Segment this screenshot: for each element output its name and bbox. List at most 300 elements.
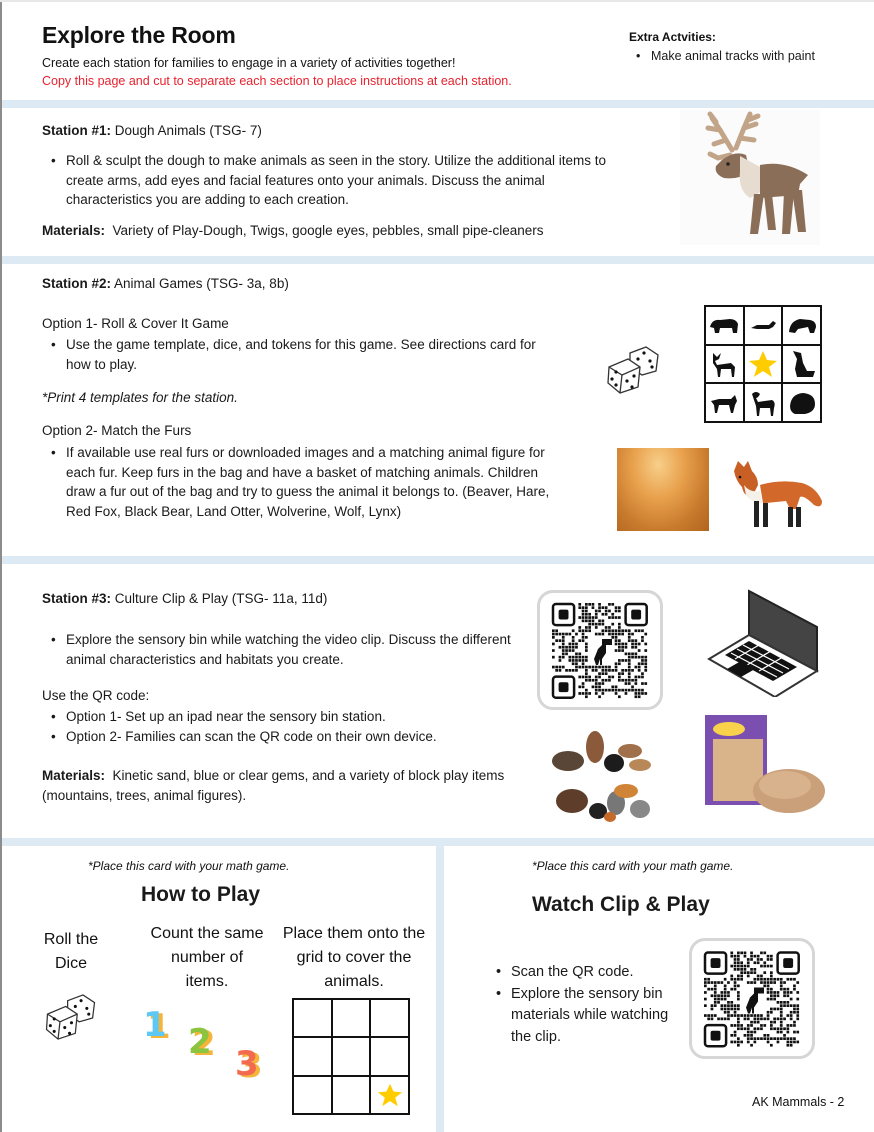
watch-step: • Explore the sensory bin materials while watching the clip.	[487, 984, 687, 1049]
qr-module	[754, 978, 757, 981]
qr-module	[592, 669, 595, 672]
qr-module	[628, 653, 631, 656]
qr-module	[714, 1004, 717, 1007]
qr-module	[747, 961, 750, 964]
qr-module	[770, 958, 773, 961]
extra-activity-item: • Make animal tracks with paint	[635, 47, 815, 67]
qr-module	[730, 988, 733, 991]
sheep-icon	[748, 388, 778, 418]
qr-module	[734, 1031, 737, 1034]
qr-module	[625, 643, 628, 646]
qr-module	[611, 629, 614, 632]
qr-module	[770, 978, 773, 981]
qr-module	[602, 672, 605, 675]
qr-module	[777, 1018, 780, 1021]
qr-module	[747, 1031, 750, 1034]
qr-module	[605, 610, 608, 613]
qr-module	[592, 666, 595, 669]
qr-module	[744, 971, 747, 974]
qr-module	[787, 1041, 790, 1044]
qr-module	[787, 988, 790, 991]
qr-module	[796, 1041, 799, 1044]
qr-module	[734, 1014, 737, 1017]
step-count: Count the same number of items.	[150, 925, 264, 990]
qr-module	[644, 656, 647, 659]
qr-module	[727, 1014, 730, 1017]
qr-module	[793, 1021, 796, 1024]
qr-module	[770, 1024, 773, 1027]
qr-module	[717, 1018, 720, 1021]
qr-module	[621, 669, 624, 672]
qr-module	[790, 1018, 793, 1021]
qr-module	[783, 1004, 786, 1007]
qr-module	[605, 613, 608, 616]
qr-module	[615, 639, 618, 642]
qr-module	[727, 1001, 730, 1004]
materials-label: Materials:	[42, 223, 106, 238]
qr-module	[635, 653, 638, 656]
qr-module	[780, 1018, 783, 1021]
qr-module	[615, 606, 618, 609]
qr-module	[780, 985, 783, 988]
qr-module	[575, 659, 578, 662]
qr-module	[747, 965, 750, 968]
station2-heading	[42, 276, 289, 291]
qr-module	[578, 659, 581, 662]
qr-module	[740, 965, 743, 968]
qr-module	[555, 669, 558, 672]
qr-module	[704, 978, 707, 981]
qr-module	[727, 1018, 730, 1021]
qr-module	[598, 695, 601, 698]
qr-module	[595, 692, 598, 695]
qr-module	[641, 692, 644, 695]
qr-module	[737, 998, 740, 1001]
qr-module	[628, 662, 631, 665]
qr-module	[598, 620, 601, 623]
qr-module	[588, 613, 591, 616]
qr-module	[730, 1034, 733, 1037]
qr-module	[582, 682, 585, 685]
qr-module	[572, 649, 575, 652]
qr-module	[582, 616, 585, 619]
qr-module	[754, 971, 757, 974]
qr-module	[737, 961, 740, 964]
qr-module	[763, 985, 766, 988]
qr-module	[631, 633, 634, 636]
qr-module	[628, 636, 631, 639]
qr-module	[777, 1001, 780, 1004]
qr-module	[585, 603, 588, 606]
qr-module	[724, 988, 727, 991]
qr-module	[744, 955, 747, 958]
qr-module	[621, 643, 624, 646]
qr-module	[770, 1008, 773, 1011]
qr-module	[754, 1037, 757, 1040]
qr-module	[641, 672, 644, 675]
qr-module	[770, 1027, 773, 1030]
qr-module	[552, 633, 555, 636]
qr-module	[608, 616, 611, 619]
qr-module	[644, 659, 647, 662]
qr-module	[711, 1014, 714, 1017]
qr-module	[790, 991, 793, 994]
fox-icon	[730, 457, 825, 532]
qr-module	[783, 1027, 786, 1030]
qr-module	[602, 669, 605, 672]
qr-module	[552, 629, 555, 632]
qr-module	[780, 1024, 783, 1027]
qr-module	[565, 633, 568, 636]
station3-bullet: • Explore the sensory bin while watching the video clip. Discuss the different animal characteristics and habitats you create.	[42, 630, 512, 669]
qr-module	[608, 603, 611, 606]
qr-module	[641, 682, 644, 685]
qr-module	[595, 633, 598, 636]
qr-module	[717, 1001, 720, 1004]
qr-module	[730, 952, 733, 955]
materials-label: Materials:	[42, 768, 106, 783]
qr-module	[602, 689, 605, 692]
qr-module	[595, 616, 598, 619]
qr-module	[585, 666, 588, 669]
qr-module	[578, 616, 581, 619]
qr-module	[628, 682, 631, 685]
qr-module	[615, 686, 618, 689]
wolf-icon	[787, 349, 817, 379]
qr-module	[572, 629, 575, 632]
qr-module	[635, 646, 638, 649]
qr-module	[767, 991, 770, 994]
qr-module	[796, 1031, 799, 1034]
laptop-icon	[705, 587, 825, 697]
qr-module	[780, 1008, 783, 1011]
qr-module	[770, 1044, 773, 1047]
qr-module	[730, 975, 733, 978]
qr-module	[608, 689, 611, 692]
qr-module	[635, 676, 638, 679]
wolverine-icon	[786, 315, 818, 335]
qr-module	[608, 626, 611, 629]
section-divider	[2, 100, 874, 108]
qr-module	[635, 682, 638, 685]
qr-module	[763, 1024, 766, 1027]
qr-module	[717, 994, 720, 997]
qr-module	[644, 662, 647, 665]
grid-cell	[333, 1077, 370, 1113]
qr-module	[641, 656, 644, 659]
qr-module	[767, 998, 770, 1001]
qr-module	[730, 978, 733, 981]
qr-module	[578, 653, 581, 656]
qr-module	[740, 1041, 743, 1044]
qr-module	[734, 1034, 737, 1037]
qr-module	[615, 689, 618, 692]
qr-module	[611, 623, 614, 626]
qr-module	[598, 606, 601, 609]
qr-module	[750, 1021, 753, 1024]
qr-module	[730, 1004, 733, 1007]
qr-module	[740, 1014, 743, 1017]
qr-module	[644, 643, 647, 646]
station2-title: Animal Games (TSG- 3a, 8b)	[111, 276, 289, 291]
qr-module	[760, 1024, 763, 1027]
qr-module	[747, 958, 750, 961]
qr-module	[744, 965, 747, 968]
grid-cell	[745, 384, 782, 421]
qr-module	[747, 1014, 750, 1017]
qr-module	[585, 629, 588, 632]
qr-module	[598, 672, 601, 675]
qr-module	[602, 606, 605, 609]
qr-module	[740, 978, 743, 981]
qr-module	[575, 669, 578, 672]
qr-module	[585, 692, 588, 695]
qr-module	[602, 613, 605, 616]
qr-module	[592, 623, 595, 626]
qr-module	[588, 666, 591, 669]
qr-module	[621, 659, 624, 662]
qr-module	[740, 1024, 743, 1027]
qr-module	[730, 955, 733, 958]
qr-module	[565, 669, 568, 672]
qr-module	[737, 1008, 740, 1011]
cover-grid	[292, 998, 410, 1115]
qr-module	[767, 965, 770, 968]
qr-module	[717, 998, 720, 1001]
qr-module	[585, 646, 588, 649]
qr-module	[770, 994, 773, 997]
qr-module	[730, 1024, 733, 1027]
qr-module	[783, 988, 786, 991]
qr-module	[704, 1014, 707, 1017]
qr-module	[783, 1034, 786, 1037]
qr-module	[628, 666, 631, 669]
qr-module	[638, 666, 641, 669]
card-note: *Place this card with your math game.	[532, 859, 734, 873]
qr-options-list	[42, 707, 512, 746]
qr-module	[760, 1027, 763, 1030]
qr-module	[754, 961, 757, 964]
qr-module	[737, 978, 740, 981]
qr-module	[625, 689, 628, 692]
star-icon	[377, 1082, 403, 1108]
qr-finder	[553, 677, 574, 698]
star-icon	[748, 349, 778, 379]
qr-code-icon	[540, 593, 660, 707]
qr-module	[572, 659, 575, 662]
qr-module	[760, 952, 763, 955]
qr-module	[611, 616, 614, 619]
qr-module	[621, 633, 624, 636]
qr-module	[760, 958, 763, 961]
grid-cell	[333, 1038, 370, 1074]
qr-module	[787, 1001, 790, 1004]
qr-module	[737, 965, 740, 968]
qr-module	[565, 649, 568, 652]
qr-module	[615, 633, 618, 636]
qr-module	[615, 629, 618, 632]
qr-module	[740, 1027, 743, 1030]
qr-module	[618, 623, 621, 626]
qr-module	[721, 1004, 724, 1007]
qr-module	[790, 1037, 793, 1040]
option1-title: Option 1- Roll & Cover It Game	[42, 316, 229, 331]
qr-module	[750, 971, 753, 974]
qr-module	[582, 606, 585, 609]
qr-module	[747, 981, 750, 984]
qr-module	[552, 643, 555, 646]
qr-module	[767, 958, 770, 961]
qr-module	[555, 629, 558, 632]
qr-module	[552, 649, 555, 652]
qr-module	[572, 639, 575, 642]
card-note: *Place this card with your math game.	[88, 859, 290, 873]
qr-module	[721, 998, 724, 1001]
qr-module	[790, 1014, 793, 1017]
qr-module	[585, 606, 588, 609]
qr-module	[578, 639, 581, 642]
qr-module	[770, 955, 773, 958]
qr-module	[757, 1027, 760, 1030]
qr-module	[754, 981, 757, 984]
grid-cell	[294, 1077, 331, 1113]
qr-module	[757, 978, 760, 981]
qr-module	[625, 679, 628, 682]
qr-module	[707, 981, 710, 984]
qr-module	[585, 626, 588, 629]
qr-module	[585, 643, 588, 646]
qr-module	[555, 639, 558, 642]
qr-module	[767, 1034, 770, 1037]
qr-module	[747, 971, 750, 974]
qr-module	[796, 998, 799, 1001]
qr-module	[595, 669, 598, 672]
qr-module	[760, 965, 763, 968]
qr-module	[598, 686, 601, 689]
qr-module	[727, 981, 730, 984]
qr-finder	[778, 953, 799, 974]
qr-module	[638, 629, 641, 632]
qr-module	[796, 991, 799, 994]
qr-module	[793, 985, 796, 988]
qr-module	[760, 1018, 763, 1021]
qr-finder	[705, 1025, 726, 1046]
grid-cell	[706, 307, 743, 344]
qr-module	[767, 955, 770, 958]
qr-code[interactable]	[537, 590, 663, 710]
qr-module	[621, 689, 624, 692]
qr-module	[644, 633, 647, 636]
qr-module	[595, 686, 598, 689]
qr-module	[562, 656, 565, 659]
qr-module	[595, 676, 598, 679]
qr-module	[740, 968, 743, 971]
qr-module	[754, 1018, 757, 1021]
qr-module	[588, 629, 591, 632]
qr-module	[734, 981, 737, 984]
qr-module	[625, 646, 628, 649]
reindeer-image	[680, 110, 820, 245]
qr-module	[721, 1018, 724, 1021]
station1-heading	[42, 123, 262, 138]
qr-module	[592, 616, 595, 619]
qr-module	[618, 643, 621, 646]
qr-module	[724, 985, 727, 988]
qr-module	[770, 975, 773, 978]
qr-module	[618, 676, 621, 679]
qr-module	[717, 981, 720, 984]
qr-module	[704, 981, 707, 984]
qr-module	[777, 994, 780, 997]
qr-module	[760, 981, 763, 984]
qr-module	[588, 626, 591, 629]
qr-module	[711, 988, 714, 991]
qr-module	[595, 666, 598, 669]
qr-module	[793, 1041, 796, 1044]
qr-module	[773, 981, 776, 984]
qr-code[interactable]	[689, 938, 815, 1059]
qr-module	[757, 1037, 760, 1040]
qr-module	[572, 669, 575, 672]
qr-module	[711, 1018, 714, 1021]
print-note: *Print 4 templates for the station.	[42, 390, 238, 405]
qr-module	[734, 968, 737, 971]
qr-module	[638, 689, 641, 692]
qr-module	[638, 695, 641, 698]
qr-module	[585, 676, 588, 679]
qr-module	[611, 633, 614, 636]
qr-module	[780, 1027, 783, 1030]
qr-module	[724, 1004, 727, 1007]
qr-module	[638, 692, 641, 695]
qr-module	[598, 676, 601, 679]
qr-module	[727, 1004, 730, 1007]
qr-module	[628, 676, 631, 679]
grid-cell	[706, 346, 743, 383]
reindeer-icon	[680, 110, 820, 245]
qr-module	[760, 1014, 763, 1017]
qr-module	[793, 988, 796, 991]
qr-module	[585, 649, 588, 652]
qr-module	[770, 991, 773, 994]
qr-module	[727, 991, 730, 994]
qr-module	[780, 988, 783, 991]
qr-option-1: • Option 1- Set up an ipad near the sensory bin station.	[42, 707, 512, 727]
qr-module	[585, 620, 588, 623]
qr-module	[770, 998, 773, 1001]
qr-module	[747, 1027, 750, 1030]
qr-module	[625, 659, 628, 662]
qr-module	[747, 1018, 750, 1021]
dino-icon	[594, 639, 612, 665]
qr-module	[608, 676, 611, 679]
qr-module	[618, 629, 621, 632]
qr-module	[635, 695, 638, 698]
qr-module	[767, 1014, 770, 1017]
qr-module	[773, 978, 776, 981]
qr-module	[592, 679, 595, 682]
qr-module	[618, 610, 621, 613]
qr-module	[638, 643, 641, 646]
qr-module	[588, 620, 591, 623]
qr-module	[763, 965, 766, 968]
qr-module	[767, 988, 770, 991]
qr-module	[711, 981, 714, 984]
qr-module	[721, 1008, 724, 1011]
qr-module	[796, 1011, 799, 1014]
qr-module	[585, 656, 588, 659]
qr-module	[724, 978, 727, 981]
